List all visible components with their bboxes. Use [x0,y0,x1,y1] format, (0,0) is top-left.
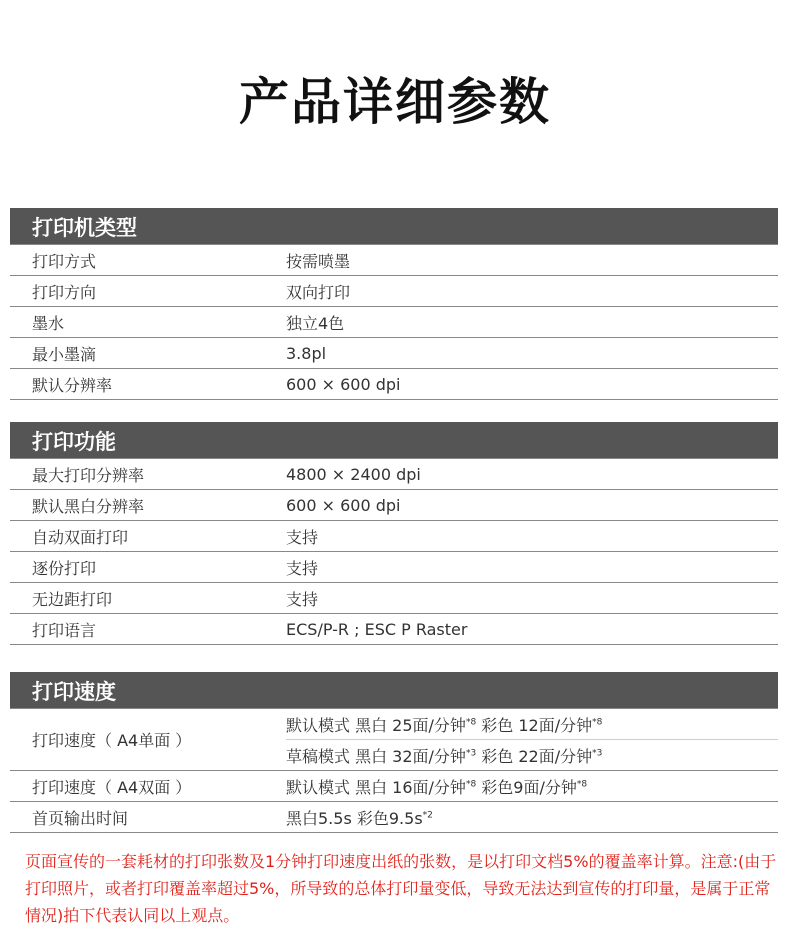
section-print-speed [10,672,778,833]
footnote-marker: *8 [592,717,603,728]
disclaimer-note: 页面宣传的一套耗材的打印张数及1分钟打印速度出纸的张数，是以打印文档5%的覆盖率计算。注意:(由于打印照片，或者打印覆盖率超过5%，所导致的总体打印量变低，导致无法达到宣传的打印量，是属于正常情况)拍下代表认同以上观点。 [25,852,777,925]
row-value [286,771,778,802]
table-row [10,338,778,369]
row-label: 打印语言 [10,614,286,645]
row-value: 支持 [286,552,778,583]
row-label: 逐份打印 [10,552,286,583]
row-value: 双向打印 [286,276,778,307]
row-value: 3.8pl [286,338,778,369]
row-label: 首页输出时间 [10,802,286,833]
footnote-marker: *3 [465,748,477,759]
table-row [10,245,778,276]
row-label: 自动双面打印 [10,521,286,552]
value-text: 默认模式 黑白 16面/分钟 [286,777,466,797]
table-row [10,459,778,490]
footnote-marker: *8 [465,779,477,790]
spec-table [10,244,778,400]
table-row [10,614,778,645]
table-row [10,490,778,521]
spec-table [10,458,778,645]
row-label: 默认分辨率 [10,369,286,400]
footnote-marker: *8 [576,779,588,790]
value-text: 默认模式 黑白 25面/分钟 [286,715,466,735]
footnote-marker: *8 [465,717,477,728]
footnote-marker: *3 [592,748,603,759]
row-label: 无边距打印 [10,583,286,614]
row-value [286,709,778,740]
section-header: 打印机类型 [10,208,778,244]
value-text: 草稿模式 黑白 32面/分钟 [286,746,466,766]
section-printer-type [10,208,778,400]
row-label: 默认黑白分辨率 [10,490,286,521]
row-value: 支持 [286,521,778,552]
row-label: 最小墨滴 [10,338,286,369]
row-label: 打印方式 [10,245,286,276]
footnote-marker: *2 [422,810,433,821]
table-row [10,521,778,552]
row-value: 600 × 600 dpi [286,369,778,400]
value-text: 彩色 22面/分钟 [476,746,593,766]
row-label: 墨水 [10,307,286,338]
row-value: 4800 × 2400 dpi [286,459,778,490]
section-print-features [10,422,778,645]
row-value: 独立4色 [286,307,778,338]
value-text: 彩色 12面/分钟 [476,715,593,735]
section-header: 打印功能 [10,422,778,458]
row-value: 按需喷墨 [286,245,778,276]
row-label: 最大打印分辨率 [10,459,286,490]
value-text: 彩色9面/分钟 [476,777,577,797]
table-row [10,552,778,583]
row-value: 支持 [286,583,778,614]
spec-table [10,708,778,833]
table-row [10,583,778,614]
table-row [10,369,778,400]
table-row [10,709,778,740]
row-value: ECS/P-R ; ESC P Raster [286,614,778,645]
table-row [10,771,778,802]
section-header: 打印速度 [10,672,778,708]
row-label: 打印速度（ A4单面 ） [10,709,286,771]
row-value [286,802,778,833]
row-label: 打印方向 [10,276,286,307]
value-text: 黑白5.5s 彩色9.5s [286,808,423,828]
page-title: 产品详细参数 [239,73,551,131]
row-label: 打印速度（ A4双面 ） [10,771,286,802]
table-row [10,307,778,338]
row-value: 600 × 600 dpi [286,490,778,521]
table-row [10,802,778,833]
row-value [286,740,778,771]
table-row [10,276,778,307]
